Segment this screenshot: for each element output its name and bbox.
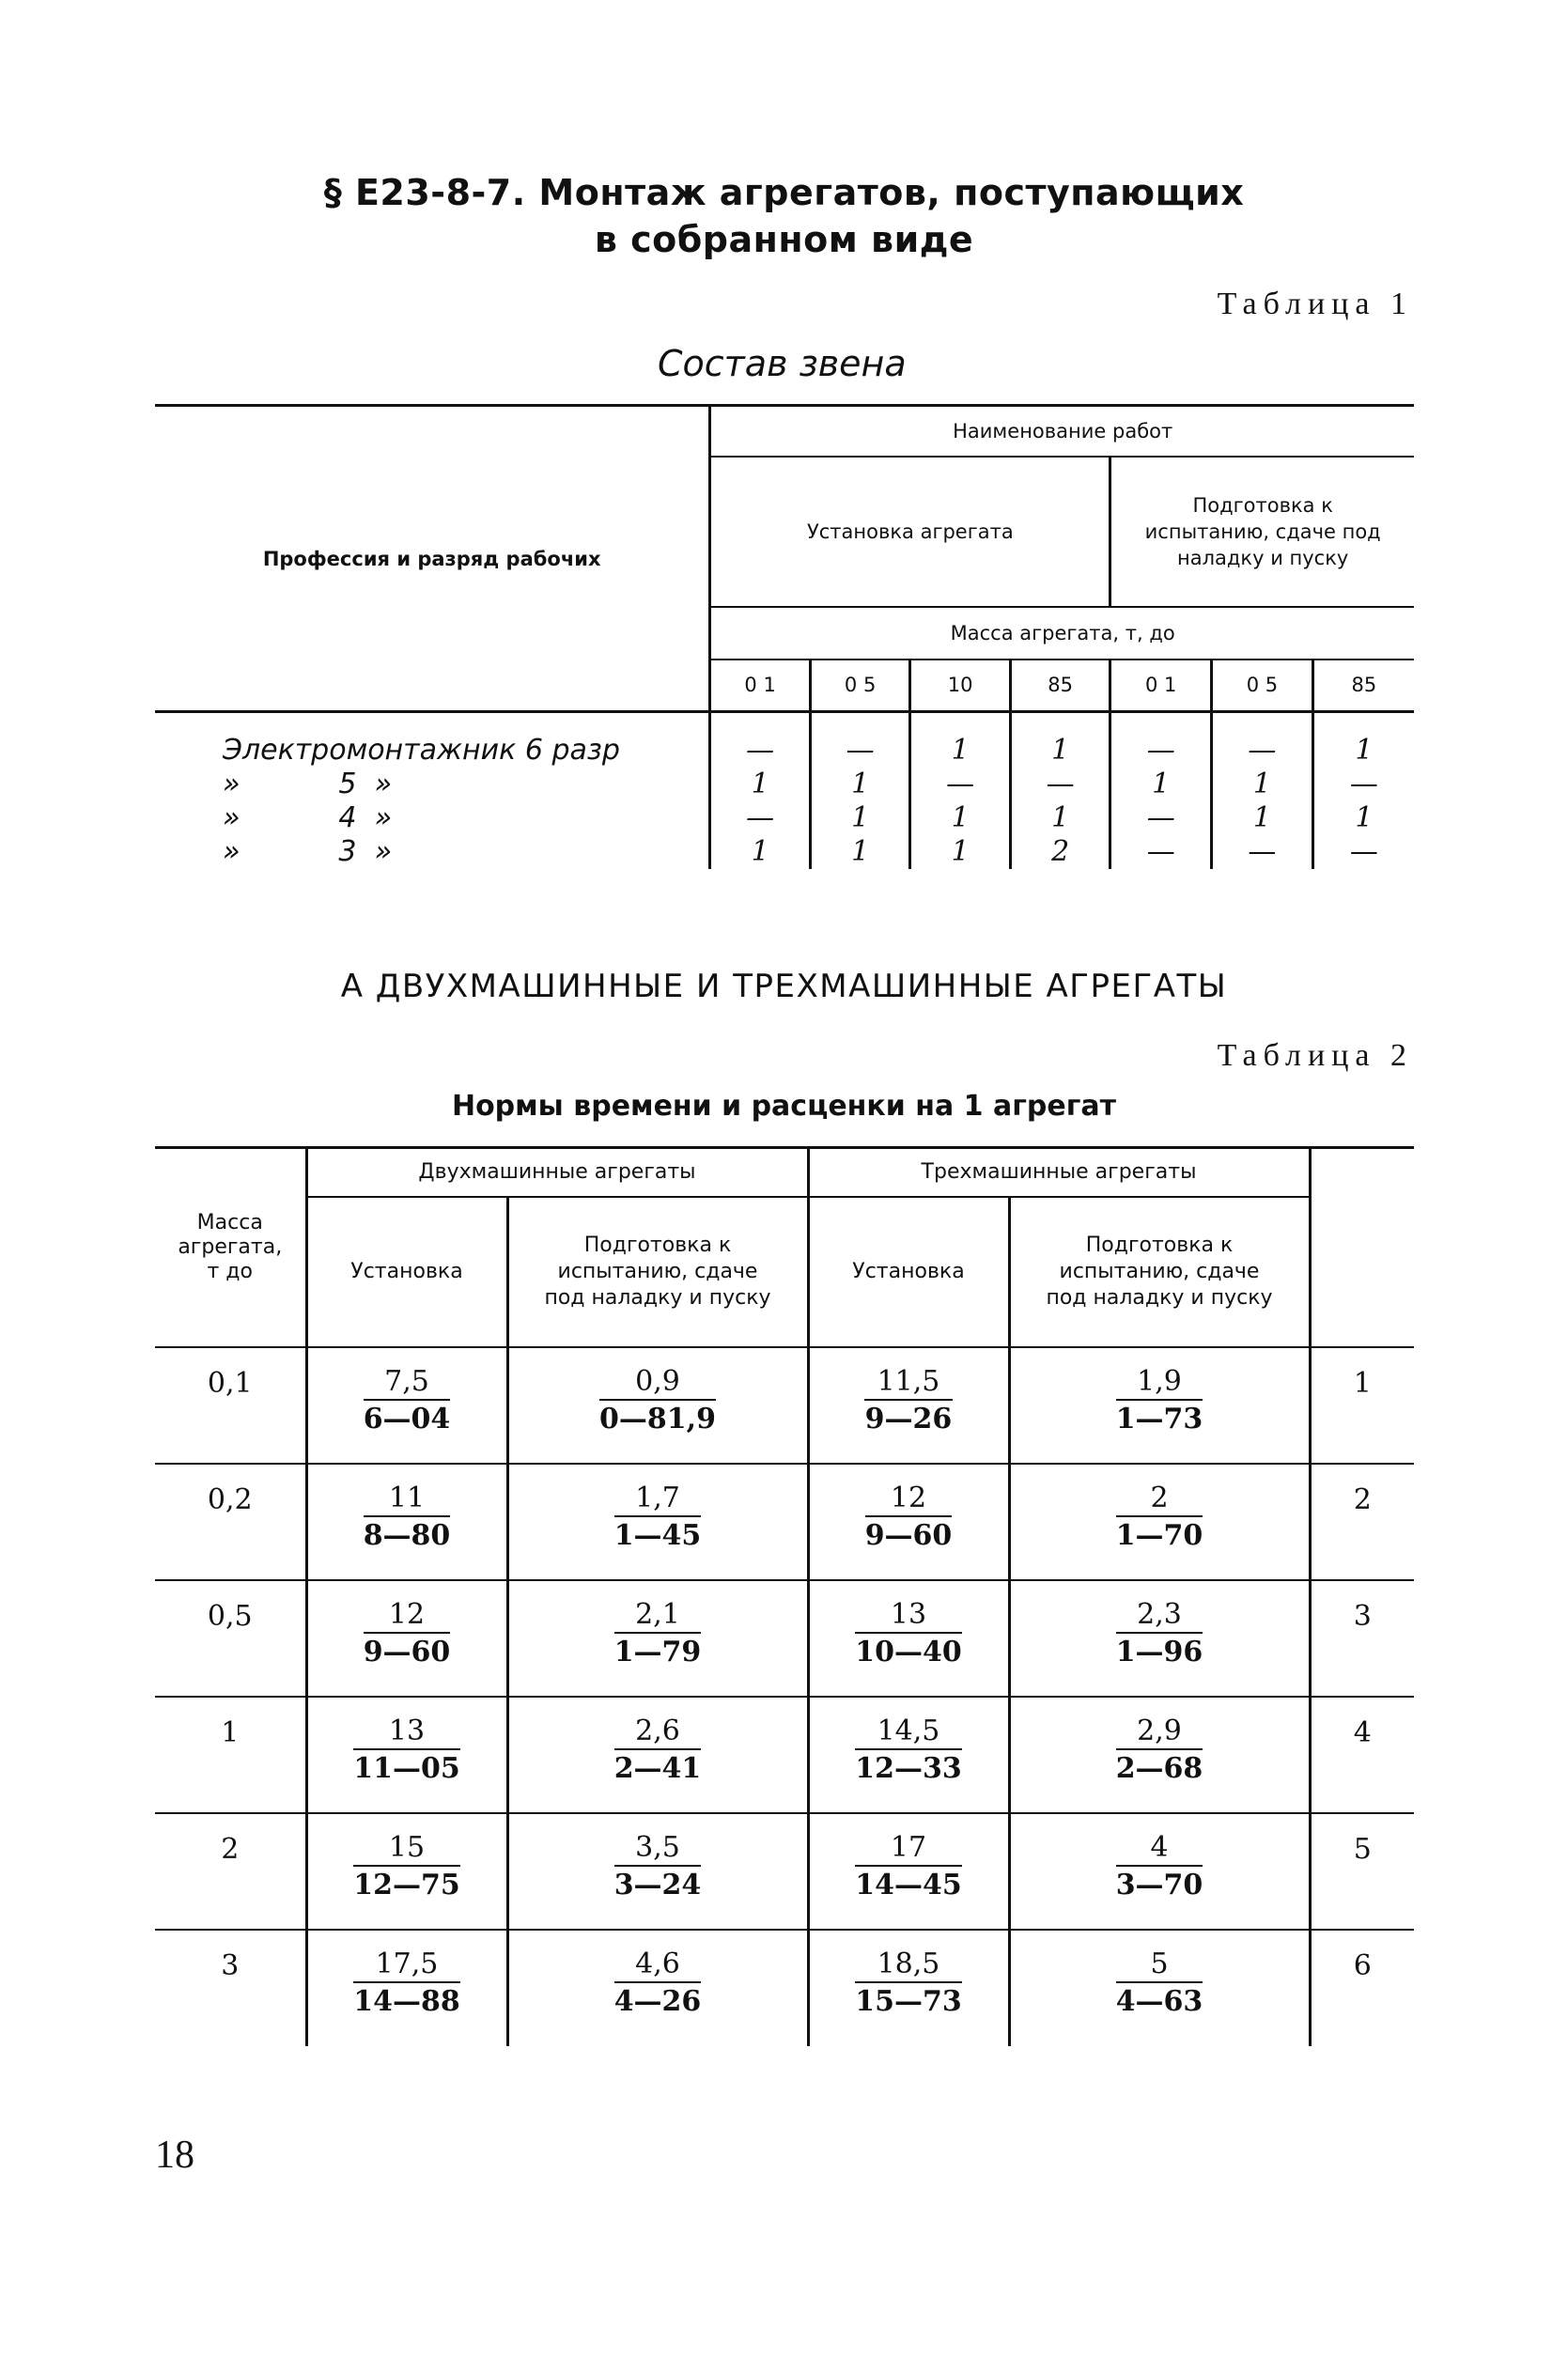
norm-cell <box>808 1464 1009 1580</box>
norm-fraction <box>599 1365 716 1438</box>
norm-cell <box>507 1930 808 2046</box>
crew-cell: 1 <box>910 801 1011 835</box>
rate: 14—45 <box>855 1868 962 1901</box>
norm-fraction <box>865 1482 953 1555</box>
page-number: 18 <box>155 2134 194 2177</box>
table1-label: Таблица 1 <box>1217 287 1413 321</box>
crew-cell: — <box>1110 712 1212 768</box>
mass-value: 0 1 <box>1110 660 1212 712</box>
row-number: 6 <box>1310 1930 1414 2046</box>
row-number: 1 <box>1310 1347 1414 1464</box>
mass-value: 2 <box>155 1813 306 1930</box>
rate: 3—24 <box>613 1868 702 1901</box>
crew-cell: 1 <box>810 801 910 835</box>
norm-fraction <box>1116 1715 1203 1788</box>
mass-value: 0 5 <box>810 660 910 712</box>
time-norm: 2,3 <box>1116 1598 1203 1634</box>
time-norms-table <box>155 1146 1414 2046</box>
norm-fraction <box>364 1598 451 1671</box>
crew-cell: 1 <box>1110 768 1212 801</box>
rate: 15—73 <box>855 1984 962 2018</box>
norm-fraction <box>855 1598 962 1671</box>
crew-cell: — <box>1312 835 1414 869</box>
norm-fraction <box>1116 1948 1203 2021</box>
rate: 2—68 <box>1115 1751 1203 1785</box>
crew-row <box>155 835 1414 869</box>
norms-row <box>155 1697 1414 1813</box>
norm-cell <box>306 1697 507 1813</box>
mass-header: Масса агрегата, т до <box>155 1148 306 1347</box>
mass-value: 0,1 <box>155 1347 306 1464</box>
norm-fraction <box>614 1948 702 2021</box>
norms-row <box>155 1347 1414 1464</box>
time-norm: 14,5 <box>855 1715 962 1750</box>
norm-cell <box>808 1697 1009 1813</box>
norm-cell <box>507 1347 808 1464</box>
time-norm: 15 <box>353 1831 460 1867</box>
norm-cell <box>306 1580 507 1697</box>
crew-cell: — <box>1312 768 1414 801</box>
mass-value: 85 <box>1312 660 1414 712</box>
time-norm: 2,9 <box>1116 1715 1203 1750</box>
mass-value: 0,2 <box>155 1464 306 1580</box>
crew-cell: — <box>910 768 1011 801</box>
two-machine-header: Двухмашинные агрегаты <box>306 1148 808 1197</box>
norm-cell <box>507 1464 808 1580</box>
norm-cell <box>808 1930 1009 2046</box>
crew-cell: 2 <box>1010 835 1110 869</box>
rate: 1—79 <box>613 1635 702 1668</box>
crew-cell: 1 <box>1010 712 1110 768</box>
norm-cell <box>1009 1930 1310 2046</box>
time-norm: 7,5 <box>364 1365 451 1401</box>
rate: 14—88 <box>353 1984 460 2018</box>
norm-cell <box>306 1464 507 1580</box>
rate: 4—26 <box>613 1984 702 2018</box>
rate: 12—75 <box>353 1868 460 1901</box>
norm-fraction <box>353 1831 460 1904</box>
norms-row <box>155 1813 1414 1930</box>
crew-cell: — <box>710 801 811 835</box>
norm-fraction <box>614 1715 702 1788</box>
crew-cell: — <box>810 712 910 768</box>
norm-fraction <box>364 1482 451 1555</box>
crew-cell: 1 <box>810 768 910 801</box>
time-norm: 4 <box>1116 1831 1203 1867</box>
work-install-header: Установка агрегата <box>710 457 1110 607</box>
crew-cell: 1 <box>1312 801 1414 835</box>
profession-name: Электромонтажник 6 разр <box>223 734 620 767</box>
rate: 3—70 <box>1115 1868 1203 1901</box>
norm-cell <box>1009 1580 1310 1697</box>
crew-cell: 1 <box>1212 801 1313 835</box>
three-machine-header: Трехмашинные агрегаты <box>808 1148 1310 1197</box>
norm-cell <box>808 1580 1009 1697</box>
crew-cell: 1 <box>710 768 811 801</box>
rate: 1—45 <box>613 1518 702 1552</box>
profession-header: Профессия и разряд рабочих <box>155 406 710 712</box>
rate: 6—04 <box>363 1402 451 1436</box>
norm-fraction <box>614 1598 702 1671</box>
time-norm: 1,7 <box>614 1482 702 1517</box>
mass-header: Масса агрегата, т, до <box>710 607 1414 660</box>
norm-cell <box>1009 1813 1310 1930</box>
rate: 1—96 <box>1115 1635 1203 1668</box>
row-number-header <box>1310 1148 1414 1347</box>
norm-cell <box>808 1347 1009 1464</box>
crew-cell: — <box>1110 835 1212 869</box>
time-norm: 2,6 <box>614 1715 702 1750</box>
profession-name: » 4 » <box>223 801 393 834</box>
row-number: 4 <box>1310 1697 1414 1813</box>
norm-cell <box>1009 1347 1310 1464</box>
crew-cell: — <box>1010 768 1110 801</box>
norm-fraction <box>855 1715 962 1788</box>
section-title-line2: в собранном виде <box>594 219 974 260</box>
mass-value: 1 <box>155 1697 306 1813</box>
mass-value: 0 1 <box>710 660 811 712</box>
crew-row <box>155 768 1414 801</box>
time-norm: 11,5 <box>864 1365 954 1401</box>
rate: 2—41 <box>613 1751 702 1785</box>
crew-cell: — <box>1110 801 1212 835</box>
rate: 9—60 <box>363 1635 451 1668</box>
norms-row <box>155 1464 1414 1580</box>
mass-value: 85 <box>1010 660 1110 712</box>
norm-fraction <box>1116 1831 1203 1904</box>
section-title <box>0 169 1568 263</box>
norm-cell <box>507 1580 808 1697</box>
time-norm: 0,9 <box>599 1365 716 1401</box>
mass-value: 0,5 <box>155 1580 306 1697</box>
norm-fraction <box>1116 1365 1203 1438</box>
norm-cell <box>306 1347 507 1464</box>
rate: 12—33 <box>855 1751 962 1785</box>
time-norm: 4,6 <box>614 1948 702 1983</box>
table1-caption: Состав звена <box>658 343 907 384</box>
section-a-heading: А ДВУХМАШИННЫЕ И ТРЕХМАШИННЫЕ АГРЕГАТЫ <box>340 968 1228 1005</box>
crew-cell: 1 <box>910 712 1011 768</box>
norm-fraction <box>353 1715 460 1788</box>
crew-cell: — <box>1212 835 1313 869</box>
rate: 9—26 <box>864 1402 953 1436</box>
install-header: Установка <box>808 1197 1009 1347</box>
section-title-line1: § Е23-8-7. Монтаж агрегатов, поступающих <box>323 172 1245 213</box>
rate: 9—60 <box>864 1518 953 1552</box>
crew-composition-table <box>155 404 1414 869</box>
rate: 8—80 <box>363 1518 451 1552</box>
profession-name: » 5 » <box>223 768 393 800</box>
row-number: 5 <box>1310 1813 1414 1930</box>
norm-cell <box>306 1930 507 2046</box>
time-norm: 2 <box>1116 1482 1203 1517</box>
crew-cell: 1 <box>1010 801 1110 835</box>
time-norm: 17,5 <box>353 1948 460 1983</box>
time-norm: 1,9 <box>1116 1365 1203 1401</box>
row-number: 3 <box>1310 1580 1414 1697</box>
crew-cell: — <box>1212 712 1313 768</box>
time-norm: 11 <box>364 1482 451 1517</box>
mass-value: 0 5 <box>1212 660 1313 712</box>
crew-cell: 1 <box>810 835 910 869</box>
install-header: Установка <box>306 1197 507 1347</box>
norm-fraction <box>353 1948 460 2021</box>
row-number: 2 <box>1310 1464 1414 1580</box>
rate: 1—70 <box>1115 1518 1203 1552</box>
rate: 1—73 <box>1115 1402 1203 1436</box>
crew-cell: 1 <box>710 835 811 869</box>
mass-value: 10 <box>910 660 1011 712</box>
norm-cell <box>1009 1464 1310 1580</box>
norms-row <box>155 1580 1414 1697</box>
norm-fraction <box>855 1948 962 2021</box>
norm-cell <box>507 1697 808 1813</box>
crew-row <box>155 712 1414 768</box>
norm-cell <box>808 1813 1009 1930</box>
time-norm: 17 <box>855 1831 962 1867</box>
norms-row <box>155 1930 1414 2046</box>
rate: 11—05 <box>353 1751 460 1785</box>
table2-label: Таблица 2 <box>1217 1038 1413 1073</box>
prep-header: Подготовка к испытанию, сдаче под наладку и пуску <box>507 1197 808 1347</box>
crew-row <box>155 801 1414 835</box>
rate: 10—40 <box>855 1635 962 1668</box>
table2-caption: Нормы времени и расценки на 1 агрегат <box>451 1090 1117 1123</box>
time-norm: 12 <box>865 1482 953 1517</box>
crew-cell: 1 <box>1312 712 1414 768</box>
work-prep-header: Подготовка к испытанию, сдаче под наладку и пуску <box>1110 457 1414 607</box>
norm-fraction <box>855 1831 962 1904</box>
time-norm: 12 <box>364 1598 451 1634</box>
time-norm: 18,5 <box>855 1948 962 1983</box>
norm-fraction <box>1116 1482 1203 1555</box>
time-norm: 3,5 <box>614 1831 702 1867</box>
norm-fraction <box>864 1365 954 1438</box>
prep-header: Подготовка к испытанию, сдаче под наладку и пуску <box>1009 1197 1310 1347</box>
time-norm: 2,1 <box>614 1598 702 1634</box>
norm-fraction <box>614 1831 702 1904</box>
crew-cell: 1 <box>910 835 1011 869</box>
norm-cell <box>306 1813 507 1930</box>
rate: 0—81,9 <box>599 1402 716 1436</box>
time-norm: 5 <box>1116 1948 1203 1983</box>
norm-fraction <box>614 1482 702 1555</box>
time-norm: 13 <box>353 1715 460 1750</box>
work-name-header: Наименование работ <box>710 406 1414 457</box>
norm-cell <box>1009 1697 1310 1813</box>
crew-cell: — <box>710 712 811 768</box>
norm-fraction <box>364 1365 451 1438</box>
norm-fraction <box>1116 1598 1203 1671</box>
mass-value: 3 <box>155 1930 306 2046</box>
time-norm: 13 <box>855 1598 962 1634</box>
profession-name: » 3 » <box>223 835 393 868</box>
rate: 4—63 <box>1115 1984 1203 2018</box>
crew-cell: 1 <box>1212 768 1313 801</box>
norm-cell <box>507 1813 808 1930</box>
